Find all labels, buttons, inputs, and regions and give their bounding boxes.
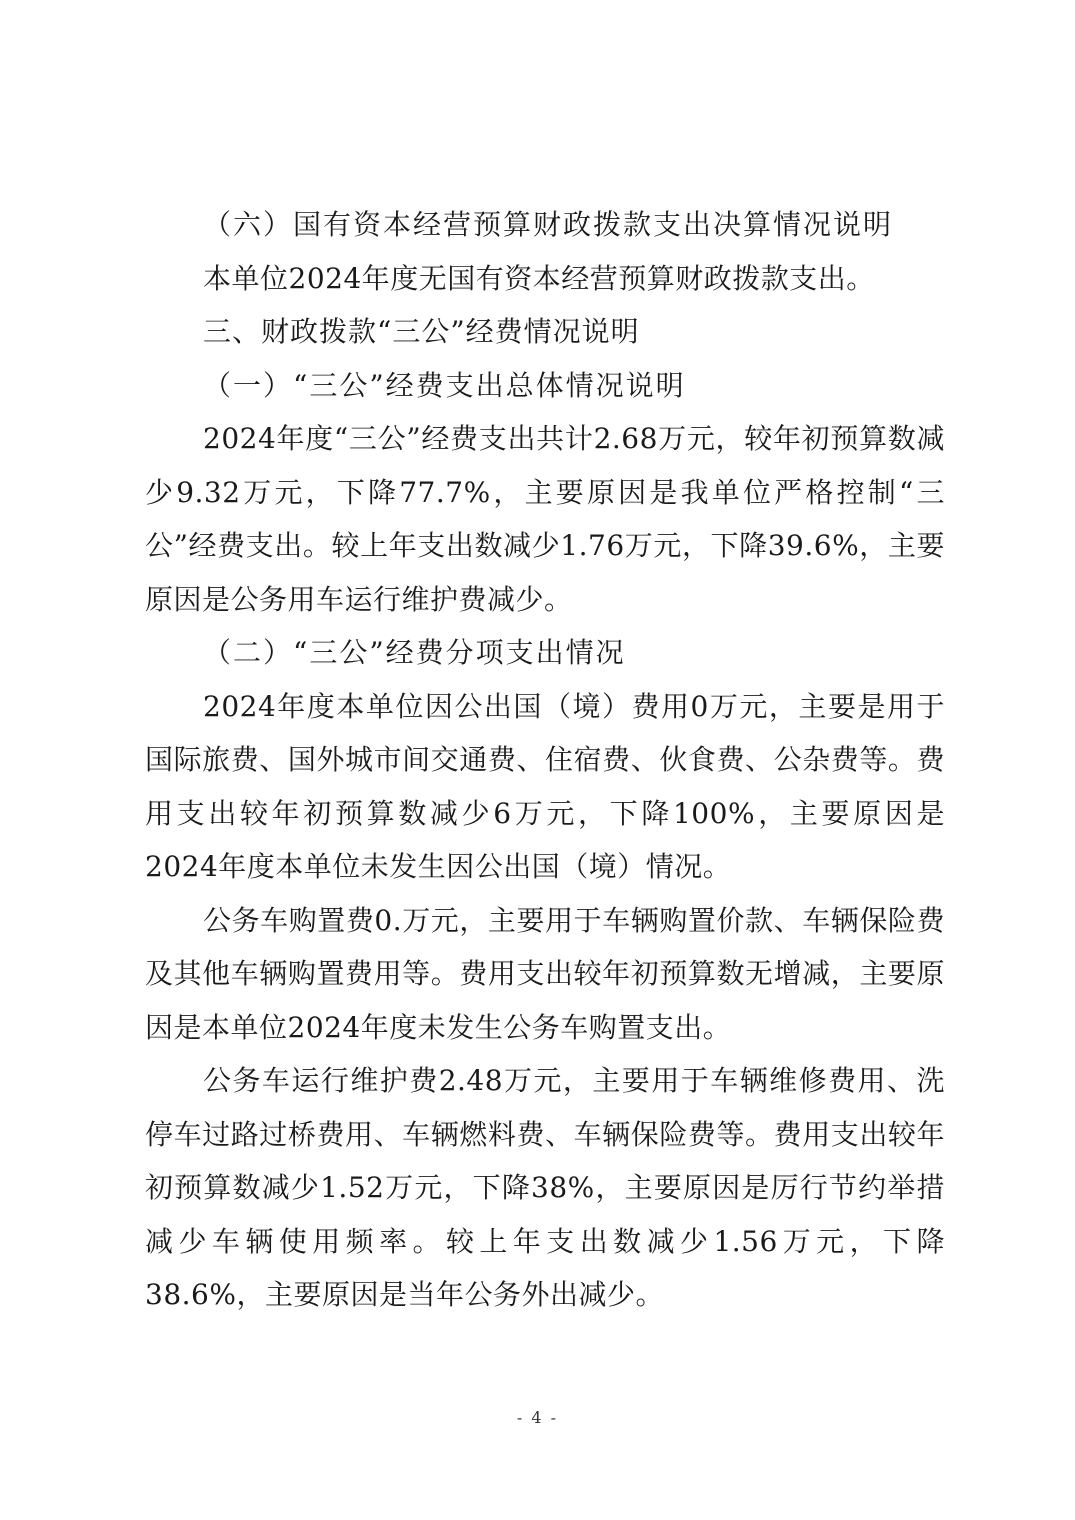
subheading-overall-expenses: （一）“三公”经费支出总体情况说明 [203,368,686,402]
document-body [145,198,945,1322]
paragraph-no-state-capital-expenditure: 本单位2024年度无国有资本经营预算财政拨款支出。 [203,261,875,295]
paragraph-vehicle-operation: 公务车运行维护费2.48万元，主要用于车辆维修费用、洗停车过路过桥费用、车辆燃料费、车辆保险费等。费用支出较年初预算数减少1.52万元，下降38%，主要原因是厉行节约举措减少车辆使用频率。较上年支出数减少1.56万元，下降38.6%，主要原因是当年公务外出减少。 [145,1064,945,1311]
paragraph-overseas-travel: 2024年度本单位因公出国（境）费用0万元，主要是用于国际旅费、国外城市间交通费、住宿费、伙食费、公杂费等。费用支出较年初预算数减少6万元，下降100%，主要原因是2024年度本单位未发生因公出国（境）情况。 [145,689,945,883]
paragraph-overall-expenses: 2024年度“三公”经费支出共计2.68万元，较年初预算数减少9.32万元，下降77.7%，主要原因是我单位严格控制“三公”经费支出。较上年支出数减少1.76万元，下降39.6%，主要原因是公务用车运行维护费减少。 [145,422,945,616]
section-heading-three-public-expenses: 三、财政拨款“三公”经费情况说明 [203,315,640,348]
page-number: - 4 - [516,1408,559,1427]
paragraph-vehicle-purchase: 公务车购置费0.万元，主要用于车辆购置价款、车辆保险费及其他车辆购置费用等。费用支出较年初预算数无增减，主要原因是本单位2024年度未发生公务车购置支出。 [145,903,945,1044]
subheading-itemized-expenses: （二）“三公”经费分项支出情况 [203,636,626,669]
subheading-state-capital-budget: （六）国有资本经营预算财政拨款支出决算情况说明 [203,208,894,241]
